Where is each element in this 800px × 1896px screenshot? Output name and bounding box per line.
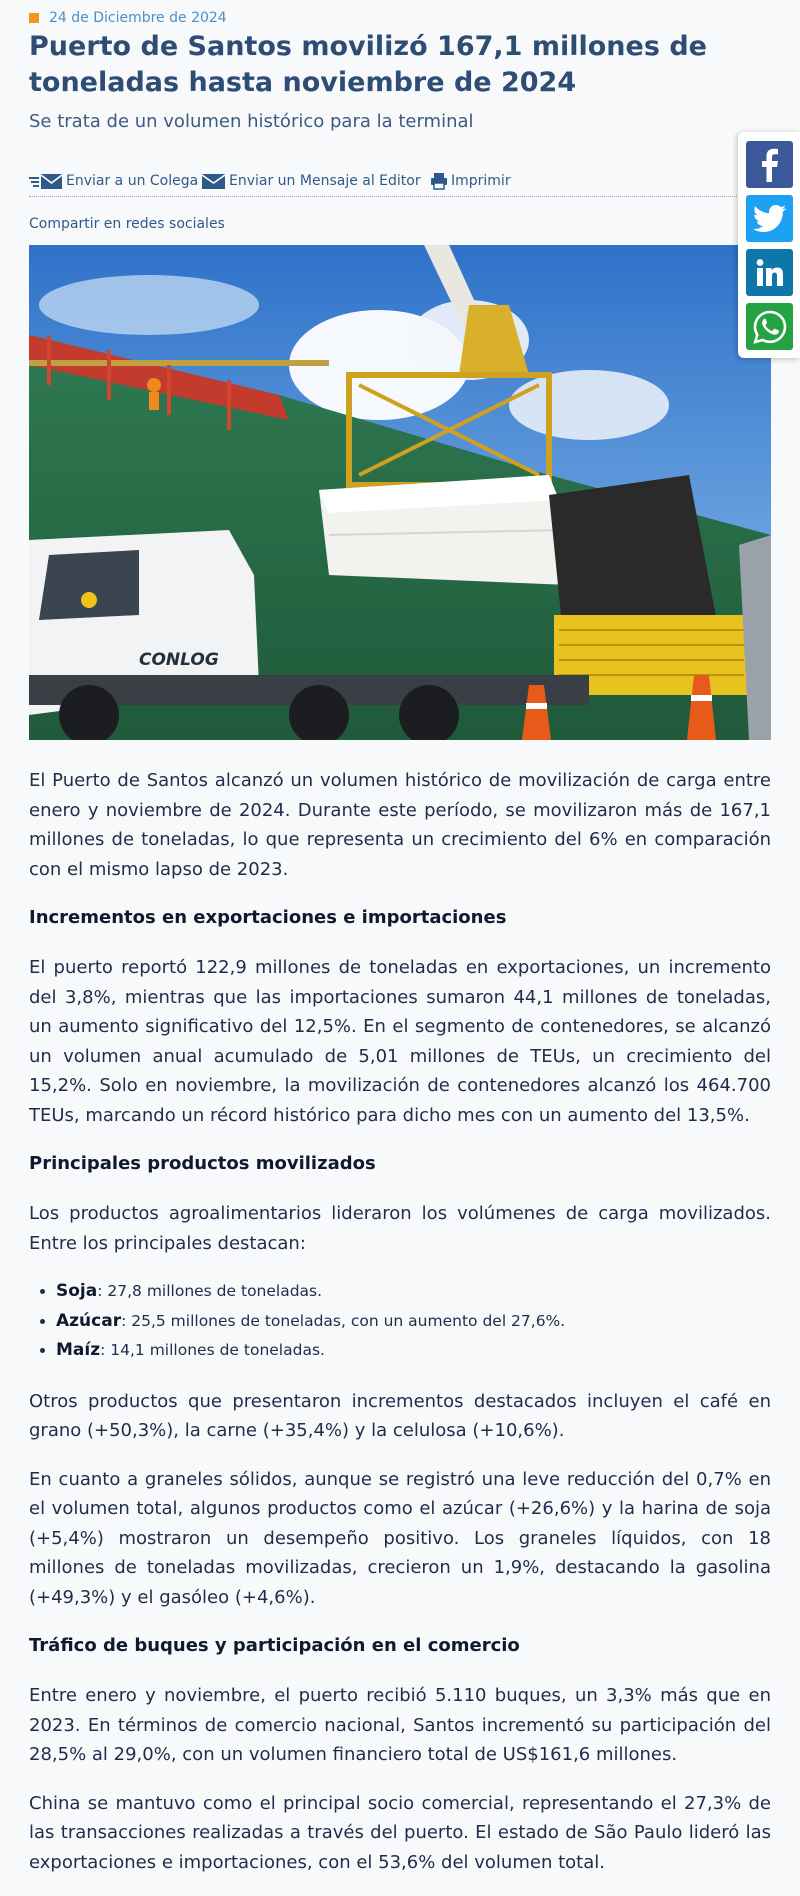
truck-logo-text: CONLOG	[139, 650, 219, 670]
date-marker	[29, 13, 39, 23]
intro-paragraph: El Puerto de Santos alcanzó un volumen histórico de movilización de carga entre enero y noviembre de 2024. Durante este período, se movilizaron más de 167,1 millones de toneladas, lo que representa un crecimiento del 6% en comparación con el mismo lapso de 2023.	[29, 770, 771, 880]
article-actions-bar	[29, 168, 771, 197]
linkedin-icon	[755, 258, 785, 288]
print-link[interactable]	[430, 172, 511, 190]
twitter-share-button[interactable]	[746, 195, 793, 242]
body-paragraph: El puerto reportó 122,9 millones de toneladas en exportaciones, un incremento del 3,8%, mientras que las importaciones sumaron 44,1 millones de toneladas, un aumento significativo del 12,5%. En el segmento de contenedores, se alcanzó un volumen anual acumulado de 5,01 millones de TEUs, un crecimiento del 15,2%. Solo en noviembre, la movilización de contenedores alcanzó los 464.700 TEUs, marcando un récord histórico para dicho mes con un aumento del 13,5%.	[29, 957, 771, 1126]
facebook-share-button[interactable]	[746, 141, 793, 188]
page-subtitle: Se trata de un volumen histórico para la terminal	[29, 111, 474, 132]
envelope-icon	[202, 172, 226, 190]
section-heading: Tráfico de buques y participación en el comercio	[29, 1635, 520, 1656]
send-to-colleague-label: Enviar a un Colega	[66, 173, 199, 189]
linkedin-share-button[interactable]	[746, 249, 793, 296]
section-heading: Incrementos en exportaciones e importaciones	[29, 907, 507, 928]
list-item	[56, 1277, 771, 1307]
body-paragraph: En cuanto a graneles sólidos, aunque se registró una leve reducción del 0,7% en el volumen total, algunos productos como el azúcar (+26,6%) y la harina de soja (+5,4%) mostraron un desempeño positivo. Los graneles líquidos, con 18 millones de toneladas movilizadas, crecieron un 1,9%, destacando la gasolina (+49,3%) y el gasóleo (+4,6%).	[29, 1468, 771, 1608]
send-to-colleague-link[interactable]	[29, 172, 198, 190]
print-label: Imprimir	[451, 173, 511, 189]
body-paragraph: Los productos agroalimentarios lideraron los volúmenes de carga movilizados. Entre los principales destacan:	[29, 1203, 771, 1254]
list-item-name: Azúcar	[56, 1310, 122, 1331]
message-editor-label: Enviar un Mensaje al Editor	[229, 173, 421, 189]
port-cargo-photo	[29, 245, 771, 740]
list-item-text: : 14,1 millones de toneladas.	[100, 1341, 325, 1359]
list-item-text: : 25,5 millones de toneladas, con un aumento del 27,6%.	[121, 1311, 566, 1330]
date-text: 24 de Diciembre de 2024	[49, 10, 227, 26]
body-paragraph: Entre enero y noviembre, el puerto recibió 5.110 buques, un 3,3% más que en 2023. En términos de comercio nacional, Santos incrementó su participación del 28,5% al 29,0%, con un volumen financiero total de US$161,6 millones.	[29, 1685, 771, 1765]
social-share-bar	[738, 132, 800, 358]
send-to-colleague-icon	[29, 172, 63, 190]
article-hero-image	[29, 245, 771, 740]
list-item	[56, 1307, 771, 1337]
whatsapp-icon	[752, 309, 788, 345]
article-date	[29, 10, 227, 26]
list-item-name: Soja	[56, 1281, 98, 1301]
twitter-icon	[753, 205, 787, 233]
message-editor-link[interactable]	[202, 172, 421, 190]
list-item-name: Maíz	[56, 1340, 101, 1360]
facebook-icon	[755, 148, 785, 182]
list-item-text: : 27,8 millones de toneladas.	[97, 1282, 323, 1300]
list-item	[56, 1336, 771, 1366]
article-body	[29, 766, 771, 1896]
whatsapp-share-button[interactable]	[746, 303, 793, 350]
products-list	[29, 1277, 771, 1366]
share-label: Compartir en redes sociales	[29, 216, 225, 232]
section-heading: Principales productos movilizados	[29, 1153, 376, 1174]
page-title: Puerto de Santos movilizó 167,1 millones de toneladas hasta noviembre de 2024	[29, 31, 707, 98]
body-paragraph: Otros productos que presentaron incrementos destacados incluyen el café en grano (+50,3%), la carne (+35,4%) y la celulosa (+10,6%).	[29, 1390, 771, 1441]
printer-icon	[430, 172, 448, 190]
body-paragraph: China se mantuvo como el principal socio comercial, representando el 27,3% de las transacciones realizadas a través del puerto. El estado de São Paulo lideró las exportaciones e importaciones, con el 53,6% del volumen total.	[29, 1792, 771, 1873]
